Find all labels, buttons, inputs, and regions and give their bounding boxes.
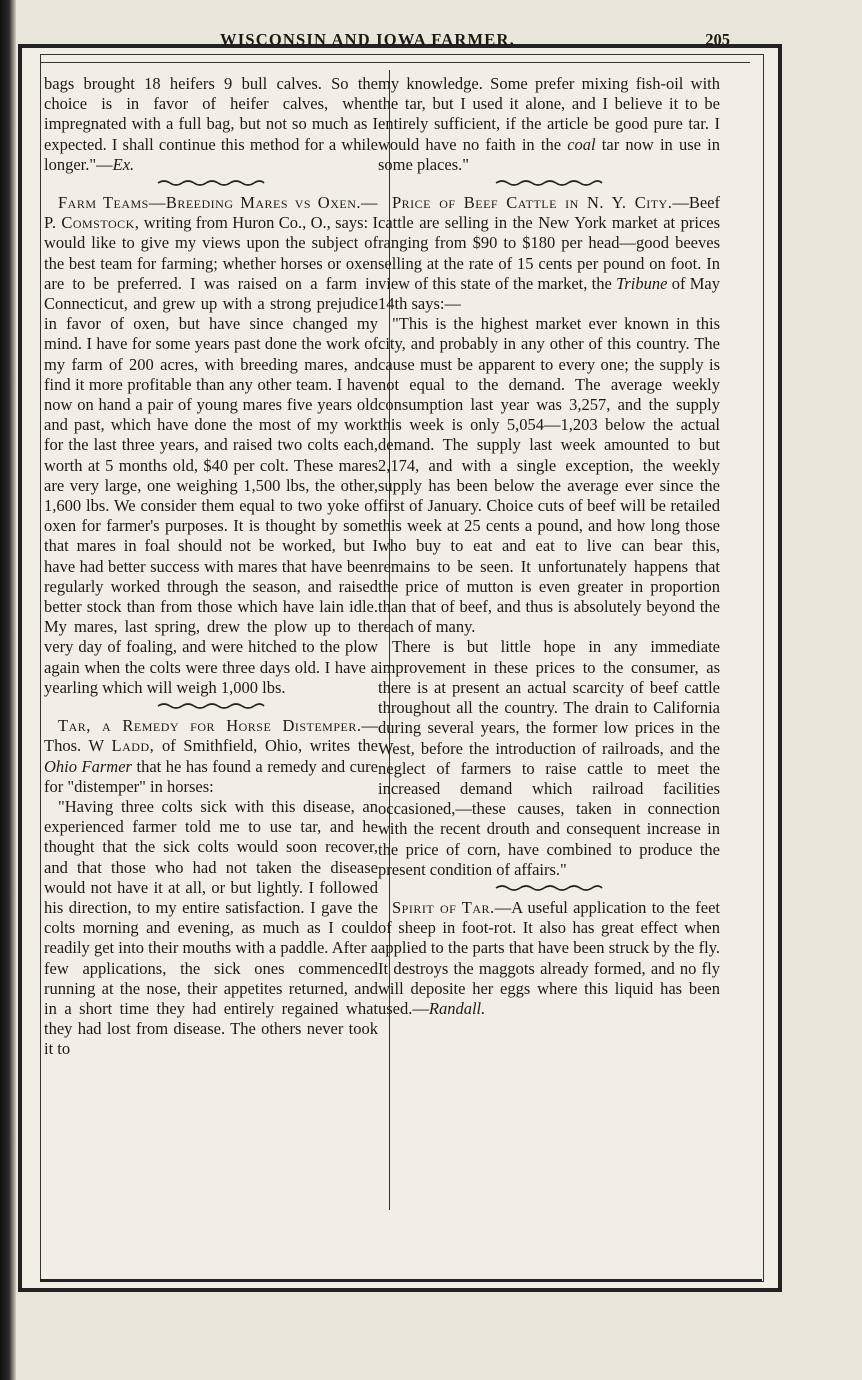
quoted-text: "Having three colts sick with this disease, an experienced farmer told me to use tar, and he thought that the sick colts would soon recover, and that those who had not taken the disease would not have it at all, or but lightly. I followed his direction, to my entire satisfaction. I gave the colts morning and evening, as much as I could readily get into their mouths with a paddle. After a few applications, the sick ones commenced running at the nose, their appetites returned, and in a short time they had entirely regained what they had lost from disease. The others never took it to bbox=[44, 796, 378, 1059]
quoted-text: "This is the highest market ever known in this city, and probably in any other of this country. The cause must be apparent to every one; the supply is not equal to the demand. The average weekly consumption last year was 3,257, and the supply this week is only 5,054—1,203 below the actual demand. The supply last week amounted to but 2,174, and with a single exception, the weekly supply has been below the average ever since the first of January. Choice cuts of beef will be retailed this week at 25 cents a pound, and how long those who buy to eat and eat to live can bear this, remains to be seen. It unfortunately happens that the price of mutton is even greater in proportion than that of beef, and thus is absolutely beyond the reach of many. bbox=[378, 314, 720, 637]
section-ornament bbox=[494, 884, 604, 892]
article-beef-prices: Price of Beef Cattle in N. Y. City.—Beef cattle are selling in the New York market at prices ranging from $90 to $180 per head—good beeves selling at the rate of 15 cents per pound on foot. In view of this state of the market, the Tribune of May 14th says:— bbox=[378, 193, 720, 314]
section-ornament bbox=[494, 179, 604, 187]
article-heading: Price of Beef Cattle in N. Y. City. bbox=[392, 193, 673, 213]
continued-quote: my knowledge. Some prefer mixing fish-oil with the tar, but I used it alone, and I believe it to be entirely sufficient, if the article be good pure tar. I would have no faith in the coal tar now in use in some places." bbox=[378, 74, 720, 174]
page-number: 205 bbox=[705, 30, 730, 49]
article-farm-teams bbox=[44, 193, 378, 698]
article-author: Ladd, bbox=[111, 736, 155, 756]
quoted-text: There is but little hope in any immediate improvement in these prices to the consumer, as there is at present an actual scarcity of beef cattle throughout all the country. The drain to California during several years, the former low prices in the West, before the introduction of railroads, and the neglect of farmers to raise cattle to meet the increased demand which railroad facilities occasioned,—these causes, taken in connection with the recent drouth and consequent increase in the price of corn, have combined to produce the present condition of affairs." bbox=[378, 637, 720, 879]
article-heading: Tar, a Remedy for Horse Distemper. bbox=[58, 716, 362, 736]
article-author: —P. Comstock, bbox=[44, 193, 378, 233]
scan-edge bbox=[0, 0, 16, 1380]
footer-rule bbox=[40, 1279, 762, 1282]
article-spirit-of-tar: Spirit of Tar.—A useful application to the feet of sheep in foot-rot. It also has great effect when applied to the parts that have been struck by the fly. It destroys the maggots already formed, and no fly will deposite her eggs where this liquid has been used.—Randall. bbox=[378, 897, 721, 1018]
newspaper-name: Ohio Farmer bbox=[44, 756, 132, 776]
section-ornament bbox=[156, 179, 266, 187]
journal-title: WISCONSIN AND IOWA FARMER. bbox=[220, 30, 515, 49]
article-body: writing from Huron Co., O., says: I would like to give my views upon the subject of the best team for farming; whether horses or oxen are to be preferred. I was raised on a farm in Connecticut, and grew up with a strong prejudice in favor of oxen, but have since changed my mind. I have for some years past done the work of my farm of 200 acres, with breeding mares, and find it more profitable than any other team. I have now on hand a pair of young mares five years old and past, which have done the most of my work for the last three years, and raised two colts each, worth at 5 months old, $40 per colt. These mares are very large, one weighing 1,500 lbs, the other, 1,600 lbs. We consider them equal to two yoke of oxen for farmer's purposes. It is thought by some that mares in foal should not be worked, but I have had better success with mares that have been regularly worked through the season, and raised better stock than from those which have lain idle. My mares, last spring, drew the plow up to the very day of foaling, and were hitched to the plow again when the colts were three days old. I have a yearling which will weigh 1,000 lbs. bbox=[44, 213, 378, 697]
article-source: Randall. bbox=[428, 998, 486, 1018]
header-rule bbox=[40, 62, 750, 63]
section-ornament bbox=[156, 702, 266, 710]
intro-source: Ex. bbox=[112, 154, 135, 174]
intro-paragraph: bags brought 18 heifers 9 bull calves. So the choice is in favor of heifer calves, when impregnated with a full bag, but not so much as I expected. I shall continue this method for a while longer."—Ex. bbox=[44, 74, 378, 174]
right-column bbox=[378, 74, 720, 1019]
left-column bbox=[44, 74, 378, 1060]
article-tar-remedy: Tar, a Remedy for Horse Distemper.—Thos. W Ladd, of Smithfield, Ohio, writes the Ohio Farmer that he has found a remedy and cure for "distemper" in horses: bbox=[44, 716, 378, 796]
newspaper-name: Tribune bbox=[616, 273, 668, 293]
article-heading: Farm Teams—Breeding Mares vs Oxen. bbox=[58, 193, 361, 213]
article-heading: Spirit of Tar. bbox=[392, 897, 495, 917]
